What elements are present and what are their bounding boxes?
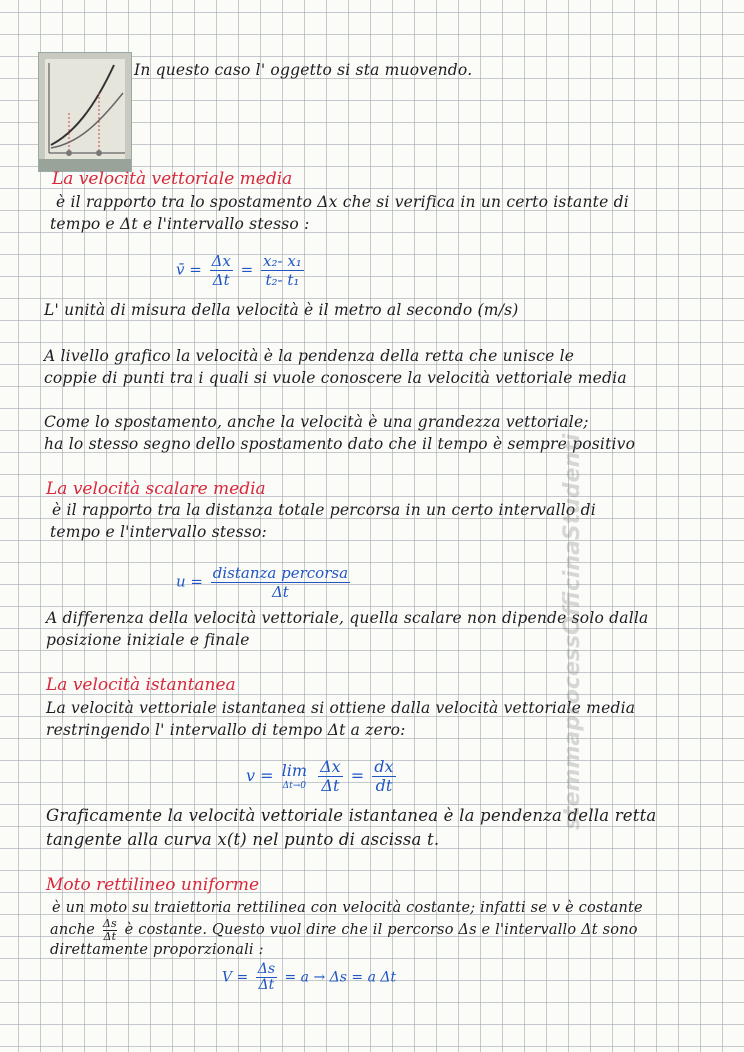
numerator: Δs [102,917,117,930]
s1-graph-line2: coppie di punti tra i quali si vuole conoscere la velocità vettoriale media [44,369,627,387]
s3-graph-line2: tangente alla curva x(t) nel punto di ascissa t. [46,830,440,849]
s4-line2-anche: anche [50,922,96,938]
numerator: Δx [211,252,231,270]
intro-text: In questo caso l' oggetto si sta muovendo. [134,61,473,79]
s3-line1: La velocità vettoriale istantanea si ottiene dalla velocità vettoriale media [46,699,636,717]
equals: = [240,260,254,279]
s3-line2: restringendo l' intervallo di tempo Δt a zero: [46,721,406,739]
s4-line1: è un moto su traiettoria rettilinea con velocità costante; infatti se v è costante [52,900,643,916]
fraction-distanza-dt [211,564,350,601]
denominator: Δt [321,776,340,795]
s1-line1: è il rapporto tra lo spostamento Δx che si verifica in un certo istante di [56,193,629,211]
numerator: x₂- x₁ [263,252,302,270]
s1-graph-line1: A livello grafico la velocità è la pendenza della retta che unisce le [44,347,575,365]
s4-line2-rest: è costante. Questo vuol dire che il percorso Δs e l'intervallo Δt sono [124,922,638,938]
fraction-x-t [261,252,304,289]
fraction-ds-dt [256,962,277,993]
s1-comp-line2: ha lo stesso segno dello spostamento dato che il tempo è sempre positivo [44,435,636,453]
denominator: t₂- t₁ [265,271,300,289]
position-time-graph-image [39,53,131,171]
formula-velocita-media [176,252,307,289]
s2-line1: è il rapporto tra la distanza totale percorsa in un certo intervallo di [52,501,596,519]
limit [282,762,307,792]
formula-velocita-scalare [176,564,353,601]
s2-line2: tempo e l'intervallo stesso: [50,523,267,541]
numerator: Δs [257,961,276,977]
denominator: Δt [212,271,230,289]
section-title-velocita-istantanea: La velocità istantanea [46,675,236,695]
denominator: dt [375,776,393,795]
s2-diff-line2: posizione iniziale e finale [46,631,250,649]
watermark: stemmaprocessOfficinaStudenti [560,433,585,830]
section-title-velocita-scalare-media: La velocità scalare media [46,479,266,499]
numerator: Δx [320,757,341,776]
lim-label: lim [281,760,308,780]
s4-line2 [50,918,638,942]
formula-velocita-istantanea [246,758,399,795]
fraction-ds-dt-inline [103,918,117,942]
denominator: Δt [103,930,117,943]
section-title-velocita-vettoriale-media: La velocità vettoriale media [52,169,293,189]
formula-moto-uniforme [222,962,396,993]
denominator: Δt [271,583,289,601]
formula-lhs: v = [246,766,274,785]
formula-lhs: v̄ = [176,260,202,279]
numerator: distanza percorsa [212,564,349,582]
s1-line2: tempo e Δt e l'intervallo stesso : [50,215,310,233]
section-title-moto-rettilineo-uniforme: Moto rettilineo uniforme [46,875,260,895]
s2-diff-line1: A differenza della velocità vettoriale, quella scalare non dipende solo dalla [46,609,649,627]
denominator: Δt [258,977,275,993]
fraction-dx-dt [210,252,233,289]
equals: = [350,766,365,785]
s3-graph-line1: Graficamente la velocità vettoriale istantanea è la pendenza della retta [46,806,657,825]
formula-lhs: V = [222,969,249,986]
s1-unit: L' unità di misura della velocità è il metro al secondo (m/s) [44,301,519,319]
numerator: dx [374,757,394,776]
s4-line3: direttamente proporzionali : [50,942,264,958]
graph-photo [38,52,132,172]
formula-rest: = a → Δs = a Δt [284,969,397,986]
s1-comp-line1: Come lo spostamento, anche la velocità è una grandezza vettoriale; [44,413,589,431]
lim-subscript: Δt→0 [282,780,307,791]
fraction-derivative [372,758,395,795]
fraction-dx-dt [318,758,343,795]
formula-lhs: u = [176,572,203,591]
